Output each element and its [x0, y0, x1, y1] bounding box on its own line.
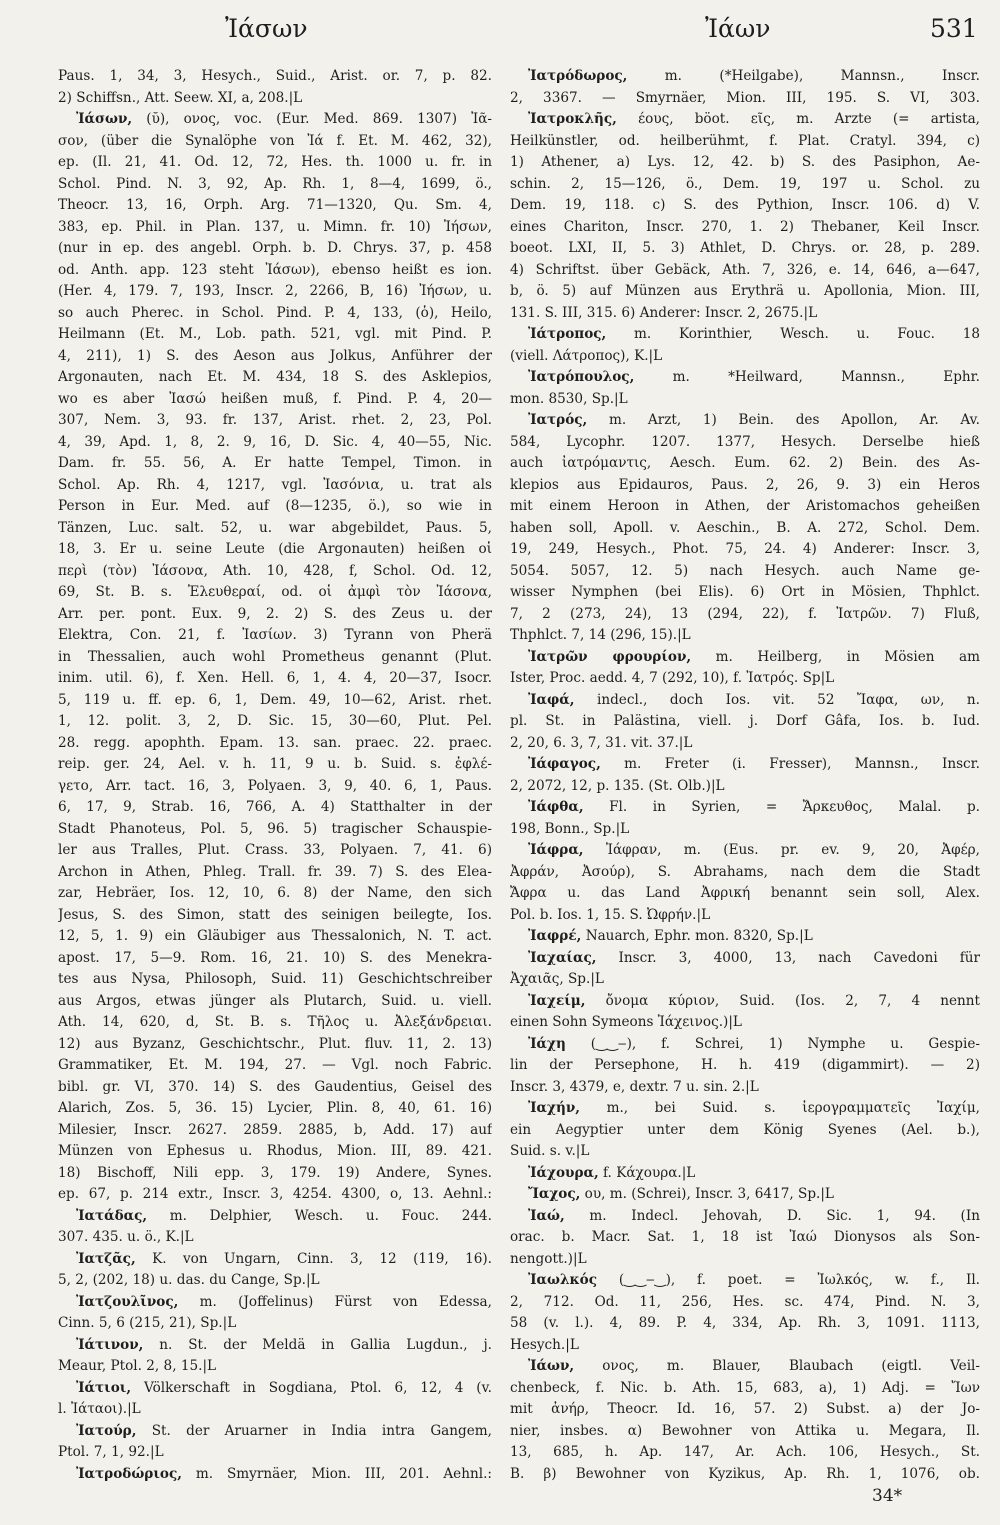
text-line: ler aus Tralles, Plut. Crass. 33, Polyaen. 7, 41. 6)	[58, 842, 492, 858]
entry-text: m. Arzt, 1) Bein. des Apollon, Ar. Av.	[609, 412, 980, 428]
text-line: 12) aus Byzanz, Geschichtschr., Plut. fluv. 11, 2. 13)	[58, 1035, 492, 1052]
text-line: γετο, Arr. tact. 16, 3, Polyaen. 3, 9, 40. 6, 1, Paus.	[58, 777, 492, 794]
text-line: mit einem Heroon in Athen, der Aristomachos geheißen	[510, 498, 980, 514]
text-line: apost. 17, 5—9. Rom. 16, 21. 10) S. des Menekra-	[58, 949, 492, 966]
entry-headword-line	[510, 647, 980, 669]
headword: Ἰατρόδωρος,	[528, 68, 628, 84]
headword: Ἰάτροπος,	[528, 326, 607, 342]
entry-text: ὄνομα κύριον, Suid. (Ios. 2, 7, 4 nennt	[605, 992, 980, 1009]
entry-headword-line	[510, 840, 980, 862]
entry-headword-line	[510, 1034, 980, 1056]
text-line: (nur in ep. des angebl. Orph. b. D. Chrys. 37, p. 458	[58, 240, 492, 256]
headword: Ἰαφά,	[528, 691, 575, 708]
text-line: mit ἀνήρ, Theocr. Id. 16, 57. 2) Subst. a) der Jo-	[510, 1401, 980, 1417]
entry-text: Fl. in Syrien, = Ἄρκευθος, Malal. p.	[609, 799, 980, 815]
text-line: Alarich, Zos. 5, 36. 15) Lycier, Plin. 8, 40, 61. 16)	[58, 1100, 492, 1116]
text-line: chenbeck, f. Nic. b. Ath. 15, 683, a), 1) Adj. = Ἴων	[510, 1379, 980, 1396]
running-head-left: Ἰάσων	[225, 14, 308, 43]
entry-text: (‿‿‒), f. Schrei, 1) Nymphe u. Gespie-	[590, 1035, 980, 1052]
entry-text: indecl., doch Ios. vit. 52 Ἴαφα, ων, n.	[596, 691, 980, 708]
text-line: Cinn. 5, 6 (215, 21), Sp.|L	[58, 1315, 237, 1331]
entry-headword-line	[510, 1163, 980, 1185]
entry-text: m. (Joffelinus) Fürst von Edessa,	[199, 1293, 492, 1310]
text-line: 19, 249, Hesych., Phot. 75, 24. 4) Anderer: Inscr. 3,	[510, 541, 980, 557]
text-line: schin. 2, 15—126, ö., Dem. 19, 197 u. Schol. zu	[510, 175, 980, 192]
text-line: 13, 685, h. Ap. 147, Ar. Ach. 106, Hesych., St.	[510, 1444, 980, 1460]
entry-text: n. St. der Meldä in Gallia Lugdun., j.	[159, 1336, 492, 1353]
text-line: zar, Hebräer, Ios. 12, 10, 6. 8) der Name, den sich	[58, 885, 492, 901]
headword: Ἰαχήν,	[528, 1100, 580, 1116]
text-line: 58 (v. l.). 4, 89. P. 4, 334, Ap. Rh. 3, 1091. 1113,	[510, 1315, 980, 1331]
text-line: Jesus, S. des Simon, statt des seinigen beilegte, Ios.	[58, 906, 492, 923]
text-line: 5, 119 u. ff. ep. 6, 1, Dem. 49, 10—62, Arist. rhet.	[58, 691, 492, 708]
headword: Ἰατρός,	[528, 412, 588, 428]
text-line: eines Chariton, Inscr. 270, 1. 2) Thebaner, Keil Inscr.	[510, 218, 980, 235]
text-line: 198, Bonn., Sp.|L	[510, 820, 630, 837]
text-line: Archon in Athen, Phleg. Trall. fr. 39. 7) S. des Elea-	[58, 863, 492, 880]
entry-headword-line	[510, 367, 980, 389]
text-line: Ath. 14, 620, d, St. B. s. Τῆλος u. Ἀλεξάνδρειαι.	[58, 1014, 492, 1030]
headword: Ἰαωλκός	[528, 1272, 598, 1288]
entry-text: έους, böot. εῖς, m. Arzte (= artista,	[638, 111, 980, 127]
text-line: Münzen von Ephesus u. Rhodus, Mion. III, 89. 421.	[58, 1143, 492, 1159]
entry-text: m. Korinthier, Wesch. u. Fouc. 18	[634, 326, 980, 342]
entry-headword-line	[510, 324, 980, 346]
text-line: Dem. 19, 118. c) S. des Pythion, Inscr. 106. d) V.	[510, 197, 980, 213]
entry-headword-line	[510, 1356, 980, 1378]
entry-headword-line	[510, 1184, 980, 1206]
entry-text: ου, m. (Schrei), Inscr. 3, 6417, Sp.|L	[584, 1186, 834, 1202]
text-line: Person in Eur. Med. auf (8—1235, ö.), so wie in	[58, 498, 492, 514]
text-line: Ἄφρα u. das Land Ἀφρική benannt sein soll, Alex.	[510, 885, 980, 901]
entry-headword-line	[510, 1098, 980, 1120]
text-line: Grammatiker, Et. M. 194, 27. — Vgl. noch Fabric.	[58, 1057, 492, 1073]
text-line: Inscr. 3, 4379, e, dextr. 7 u. sin. 2.|L	[510, 1078, 759, 1095]
text-line: in Thessalien, auch wohl Prometheus genannt (Plut.	[58, 648, 492, 665]
headword: Ἰατροδώριος,	[76, 1465, 182, 1482]
entry-headword-line	[58, 1206, 492, 1228]
headword: Ἰατζουλῖνος,	[76, 1293, 179, 1310]
entry-text: (ῠ), ονος, voc. (Eur. Med. 869. 1307) Ἰᾶ-	[146, 111, 492, 127]
text-line: 2, 3367. — Smyrnäer, Mion. III, 195. S. VI, 303.	[510, 89, 980, 106]
text-line: Schol. Ap. Rh. 4, 1217, vgl. Ἰασόνια, u. trat als	[58, 476, 492, 493]
text-line: Heilmann (Et. M., Lob. path. 521, vgl. mit Pind. P.	[58, 326, 492, 342]
text-line: Paus. 1, 34, 3, Hesych., Suid., Arist. or. 7, p. 82.	[58, 68, 492, 84]
text-line: 12, 5, 1. 9) ein Gläubiger aus Thessalonich, N. T. act.	[58, 928, 492, 944]
text-line: tes aus Nysa, Philosoph, Suid. 11) Geschichtschreiber	[58, 971, 492, 987]
text-line: l. Ἰάταοι).|L	[58, 1401, 141, 1417]
text-line: od. Anth. app. 123 steht Ἰάσων), ebenso heißt es ion.	[58, 261, 492, 278]
text-line: 7, 2 (273, 24), 13 (294, 22), f. Ἰατρῶν. 7) Fluß,	[510, 605, 980, 622]
entry-text: m. Freter (i. Fresser), Mannsn., Inscr.	[624, 756, 980, 772]
headword: Ἰατζᾶς,	[76, 1250, 136, 1267]
text-line: Stadt Phanoteus, Pol. 5, 96. 5) tragischer Schauspie-	[58, 820, 492, 837]
text-line: Milesier, Inscr. 2627. 2859. 2885, b, Add. 17) auf	[58, 1121, 492, 1138]
text-line: Heilkünstler, od. heilberühmt, f. Plat. Cratyl. 394, c)	[510, 132, 980, 149]
text-line: reip. ger. 24, Ael. v. h. 11, 9 u. b. Suid. s. ἐφλέ-	[58, 756, 492, 772]
text-line: boeot. LXI, II, 5. 3) Athlet, D. Chrys. or. 28, p. 289.	[510, 240, 980, 256]
entry-headword-line	[510, 948, 980, 970]
entry-headword-line	[510, 690, 980, 712]
headword: Ἰάφρα,	[528, 842, 584, 858]
text-line: Ἀφράν, Ἀσούρ), S. Abrahams, nach dem die Stadt	[510, 863, 980, 880]
text-line: 4) Schriftst. über Gebäck, Ath. 7, 326, e. 14, 646, a—647,	[510, 261, 980, 278]
text-line: 4, 211), 1) S. des Aeson aus Jolkus, Anführer der	[58, 347, 492, 364]
headword: Ἰάχη	[528, 1035, 566, 1052]
text-line: bibl. gr. VI, 370. 14) S. des Gaudentius, Geisel des	[58, 1078, 492, 1095]
text-line: 4, 39, Apd. 1, 8, 2. 9, 16, D. Sic. 4, 40—55, Nic.	[58, 433, 492, 450]
text-line: nier, insbes. α) Bewohner von Attika u. Megara, Il.	[510, 1422, 980, 1439]
text-line: Thphlct. 7, 14 (296, 15).|L	[510, 627, 691, 643]
text-line: Suid. s. v.|L	[510, 1143, 590, 1159]
entry-text: Ἰάφραν, m. (Eus. pr. ev. 9, 20, Ἀφέρ,	[605, 842, 980, 858]
text-line: wo es aber Ἰασώ heißen muß, f. Pind. P. 4, 20—	[58, 390, 492, 407]
headword: Ἰαώ,	[528, 1207, 565, 1224]
headword: Ἰαφρέ,	[528, 928, 582, 944]
text-line: 307, Nem. 3, 93. fr. 137, Arist. rhet. 2, 23, Pol.	[58, 412, 492, 428]
entry-headword-line	[510, 109, 980, 131]
entry-text: (‿‿‒‿), f. poet. = Ἰωλκός, w. f., Il.	[618, 1272, 980, 1288]
headword: Ἰατρῶν φρουρίον,	[528, 648, 692, 665]
headword: Ἴαχος,	[528, 1186, 581, 1202]
headword: Ἰατάδας,	[76, 1207, 148, 1224]
entry-headword-line	[58, 1249, 492, 1271]
text-line: ep. 67, p. 214 extr., Inscr. 3, 4254. 4300, o, 13. Aehnl.:	[58, 1186, 492, 1202]
entry-headword-line	[510, 1270, 980, 1292]
text-line: so auch Pherec. in Schol. Pind. P. 4, 133, (ὁ), Heilo,	[58, 304, 492, 321]
text-line: klepios aus Epidauros, Paus. 2, 26, 9. 3) ein Heros	[510, 476, 980, 493]
text-line: Ister, Proc. aedd. 4, 7 (292, 10), f. Ἰατρός. Sp|L	[510, 670, 835, 686]
running-head-right: Ἰάων	[705, 14, 771, 43]
entry-headword-line	[58, 1464, 492, 1486]
text-line: Elektra, Con. 21, f. Ἰασίων. 3) Tyrann von Pherä	[58, 627, 492, 643]
text-line: Schol. Pind. N. 3, 92, Ap. Rh. 1, 8—4, 1699, ö.,	[58, 175, 492, 192]
text-line: haben soll, Apoll. v. Aeschin., B. A. 272, Schol. Dem.	[510, 519, 980, 536]
entry-headword-line	[510, 1206, 980, 1228]
text-line: 1) Athener, a) Lys. 12, 42. b) S. des Pasiphon, Ae-	[510, 154, 980, 170]
headword: Ἰάων,	[528, 1358, 575, 1374]
entry-headword-line	[510, 66, 980, 88]
entry-text: St. der Aruarner in India intra Gangem,	[151, 1422, 492, 1439]
text-line: Argonauten, nach Et. M. 434, 18 S. des Asklepios,	[58, 369, 492, 385]
headword: Ἰαχείμ,	[528, 992, 586, 1009]
text-line: auch ἰατρόμαντις, Aesch. Eum. 62. 2) Bein. des As-	[510, 455, 980, 471]
entry-headword-line	[510, 926, 980, 948]
entry-text: Völkerschaft in Sogdiana, Ptol. 6, 12, 4 (v.	[144, 1379, 492, 1396]
entry-headword-line	[58, 1421, 492, 1443]
text-line: Theocr. 13, 16, Orph. Arg. 71—1320, Qu. Sm. 4,	[58, 197, 492, 213]
entry-headword-line	[58, 109, 492, 131]
headword: Ἰαχαίας,	[528, 949, 597, 966]
headword: Ἰάσων,	[76, 111, 133, 127]
headword: Ἰάχουρα,	[528, 1164, 599, 1181]
text-line: Pol. b. Ios. 1, 15. S. Ὠφρήν.|L	[510, 906, 711, 923]
text-line: einen Sohn Symeons Ἰάχεινος.)|L	[510, 1014, 742, 1030]
text-line: Ἀχαιᾶς, Sp.|L	[510, 971, 604, 987]
entry-headword-line	[510, 754, 980, 776]
entry-text: Inscr. 3, 4000, 13, nach Cavedoni für	[618, 949, 980, 966]
text-line: (Her. 4, 179. 7, 193, Inscr. 2, 2266, B, 16) Ἰήσων, u.	[58, 283, 492, 299]
headword: Ἰάτινον,	[76, 1336, 144, 1353]
headword: Ἰατρόπουλος,	[528, 369, 635, 385]
text-line: σον, (über die Synalöphe von Ἰά f. Et. M. 462, 32),	[58, 132, 492, 149]
text-line: 2, 2072, 12, p. 135. (St. Olb.)|L	[510, 777, 725, 794]
text-line: περὶ (τὸν) Ἰάσονα, Ath. 10, 428, f, Schol. Od. 12,	[58, 562, 492, 579]
entry-headword-line	[510, 991, 980, 1013]
text-line: 2, 712. Od. 11, 256, Hes. sc. 474, Pind. N. 3,	[510, 1293, 980, 1310]
page-number: 531	[930, 14, 978, 43]
entry-text: m. *Heilward, Mannsn., Ephr.	[672, 369, 980, 385]
headword: Ἰάτιοι,	[76, 1379, 132, 1396]
text-line: orac. b. Macr. Sat. 1, 18 ist Ἰαώ Dionysos als Son-	[510, 1229, 980, 1245]
entry-headword-line	[58, 1292, 492, 1314]
text-line: mon. 8530, Sp.|L	[510, 390, 628, 407]
headword: Ἰάφθα,	[528, 799, 584, 815]
entry-text: f. Κάχουρα.|L	[603, 1164, 696, 1181]
text-line: 307. 435. u. ö., K.|L	[58, 1229, 194, 1245]
text-line: Arr. per. pont. Eux. 9, 2. 2) S. des Zeus u. der	[58, 605, 492, 622]
entry-headword-line	[58, 1378, 492, 1400]
entry-headword-line	[510, 410, 980, 432]
entry-headword-line	[510, 797, 980, 819]
entry-text: Nauarch, Ephr. mon. 8320, Sp.|L	[585, 928, 813, 944]
headword: Ἰατούρ,	[76, 1422, 137, 1439]
headword: Ἰάφαγος,	[528, 756, 601, 772]
entry-text: K. von Ungarn, Cinn. 3, 12 (119, 16).	[152, 1250, 492, 1267]
text-line: 18) Bischoff, Nili epp. 3, 179. 19) Andere, Synes.	[58, 1164, 492, 1181]
text-line: (viell. Λάτροπος), K.|L	[510, 347, 663, 364]
text-line: nengott.)|L	[510, 1250, 587, 1267]
text-line: pl. St. in Palästina, viell. j. Dorf Gâfa, Ios. b. Iud.	[510, 713, 980, 729]
text-line: 1, 12. polit. 3, 2, D. Sic. 15, 30—60, Plut. Pel.	[58, 713, 492, 729]
entry-text: ονος, m. Blauer, Blaubach (eigtl. Veil-	[602, 1358, 980, 1374]
text-line: 2, 20, 6. 3, 7, 31. vit. 37.|L	[510, 734, 693, 751]
text-line: 5054. 5057, 12. 5) nach Hesych. auch Name ge-	[510, 562, 980, 579]
text-line: 5, 2, (202, 18) u. das. du Cange, Sp.|L	[58, 1272, 320, 1288]
text-line: ein Aegyptier unter dem König Syenes (Ael. b.),	[510, 1121, 980, 1138]
text-line: aus Argos, etwas jünger als Plutarch, Suid. u. viell.	[58, 992, 492, 1009]
text-line: Hesych.|L	[510, 1336, 579, 1353]
text-line: 2) Schiffsn., Att. Seew. XI, a, 208.|L	[58, 89, 303, 106]
text-line: 6, 17, 9, Strab. 16, 766, A. 4) Statthalter in der	[58, 799, 492, 815]
entry-text: m. Smyrnäer, Mion. III, 201. Aehnl.:	[195, 1465, 492, 1482]
entry-text: m. Delphier, Wesch. u. Fouc. 244.	[169, 1207, 492, 1224]
entry-text: m., bei Suid. s. ἱερογραμματεῖς Ἰαχίμ,	[606, 1100, 980, 1116]
text-line: 584, Lycophr. 1207. 1377, Hesych. Derselbe hieß	[510, 433, 980, 450]
text-line: Dam. fr. 55. 56, A. Er hatte Tempel, Timon. in	[58, 455, 492, 471]
headword: Ἰατροκλῆς,	[528, 111, 617, 127]
entry-headword-line	[58, 1335, 492, 1357]
entry-text: m. (*Heilgabe), Mannsn., Inscr.	[664, 68, 980, 84]
text-line: ep. (Il. 21, 41. Od. 12, 72, Hes. th. 1000 u. fr. in	[58, 154, 492, 170]
text-line: 18, 3. Er u. seine Leute (die Argonauten) heißen οἱ	[58, 541, 492, 557]
text-line: B. β) Bewohner von Kyzikus, Ap. Rh. 1, 1076, ob.	[510, 1465, 980, 1482]
text-line: Ptol. 7, 1, 92.|L	[58, 1444, 164, 1460]
text-line: b, ö. 5) auf Münzen aus Erythrä u. Apollonia, Mion. III,	[510, 283, 980, 299]
text-line: inim. util. 6), f. Xen. Hell. 6, 1, 4. 4, 20—37, Isocr.	[58, 670, 492, 686]
text-line: 131. S. III, 315. 6) Anderer: Inscr. 2, 2675.|L	[510, 304, 818, 321]
text-line: 69, St. B. s. Ἐλευθεραί, od. οἱ ἀμφὶ τὸν Ἰάσονα,	[58, 584, 492, 600]
signature-mark: 34*	[872, 1486, 903, 1506]
text-line: wisser Nymphen (bei Elis). 6) Ort in Mösien, Thphlct.	[510, 584, 980, 600]
text-line: lin der Persephone, H. h. 419 (digammirt). — 2)	[510, 1057, 980, 1073]
text-line: 383, ep. Phil. in Plan. 137, u. Mimn. fr. 10) Ἰήσων,	[58, 218, 492, 235]
text-line: Tänzen, Luc. salt. 52, u. war abgebildet, Paus. 5,	[58, 519, 492, 536]
text-line: 28. regg. apophth. Epam. 13. san. praec. 22. praec.	[58, 734, 492, 751]
entry-text: m. Indecl. Jehovah, D. Sic. 1, 94. (In	[589, 1207, 980, 1224]
left-column	[58, 66, 492, 1485]
entry-text: m. Heilberg, in Mösien am	[715, 648, 980, 665]
text-line: Meaur, Ptol. 2, 8, 15.|L	[58, 1358, 217, 1374]
right-column	[510, 66, 980, 1485]
